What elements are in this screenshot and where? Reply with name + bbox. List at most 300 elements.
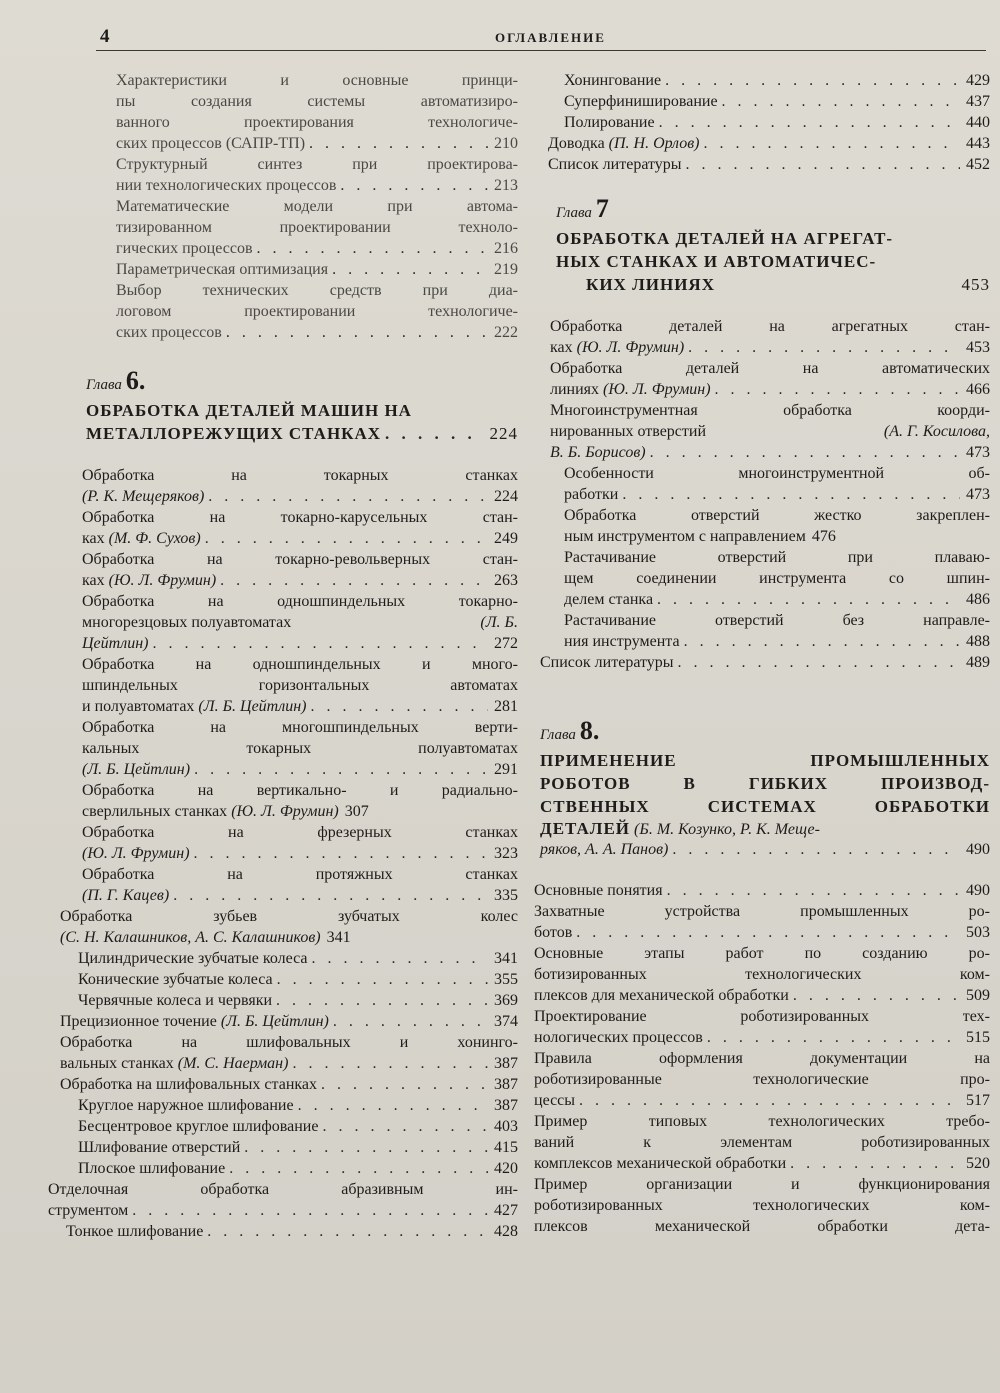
toc-line: [116, 322, 518, 343]
toc-text: (Ю. Л. Фрумин): [82, 845, 190, 862]
toc-text: кальных токарных полуавтоматах: [82, 740, 518, 757]
dot-leader: [653, 589, 960, 610]
toc-subentry: [564, 547, 990, 610]
chapter-label: Глава: [540, 727, 576, 743]
running-title: ОГЛАВЛЕНИЕ: [495, 30, 606, 45]
toc-text: Плоское шлифование: [78, 1160, 226, 1177]
toc-line: [534, 985, 990, 1006]
toc-line: [534, 880, 990, 901]
toc-text: (Ю. Л. Фрумин): [603, 381, 711, 398]
dot-leader: [572, 922, 960, 943]
toc-text: цессы: [534, 1092, 576, 1109]
page-ref: 437: [966, 93, 990, 110]
toc-text: (Л. Б. Цейтлин): [82, 761, 191, 778]
dot-leader: [700, 133, 961, 154]
page-ref: 403: [494, 1118, 518, 1135]
toc-text: щем соединении инструмента со шпин-: [564, 570, 990, 587]
toc-line: [116, 175, 518, 196]
toc-line: [48, 1200, 518, 1221]
toc-line: [548, 154, 990, 175]
toc-line: [116, 280, 518, 301]
page-ref: 213: [494, 177, 518, 194]
toc-right-column: [534, 70, 990, 1237]
toc-text: Обработка на токарных станках: [82, 467, 518, 484]
toc-line: [86, 422, 518, 445]
toc-entry: [82, 507, 518, 549]
toc-text: ках: [82, 530, 105, 547]
toc-line: [556, 273, 990, 296]
toc-line: [534, 1069, 990, 1090]
toc-text: Структурный синтез при проектирова-: [116, 156, 518, 173]
toc-entry: [534, 1111, 990, 1174]
toc-line: [82, 717, 518, 738]
toc-entry: [60, 906, 518, 948]
toc-line: [540, 818, 990, 839]
toc-line: [82, 570, 518, 591]
toc-line: [116, 154, 518, 175]
toc-subentry: [564, 505, 990, 547]
page-ref: 341: [326, 929, 351, 946]
toc-line: [78, 1158, 518, 1179]
dot-leader: [273, 969, 488, 990]
toc-text: Обработка на токарно-револьверных стан-: [82, 551, 518, 568]
fine-grinding-entry: [48, 1221, 518, 1242]
toc-text: ния инструмента: [564, 633, 680, 650]
toc-entry: [82, 864, 518, 906]
toc-text: работки: [564, 486, 619, 503]
chapter6-heading: [48, 366, 518, 445]
page-ref: 387: [494, 1076, 518, 1093]
dot-leader: [128, 1200, 488, 1221]
chapter7-lit: [534, 652, 990, 673]
toc-entry: [48, 1179, 518, 1221]
toc-text: Обработка на протяжных станках: [82, 866, 518, 883]
dot-leader: [674, 652, 960, 673]
toc-line: [60, 1032, 518, 1053]
toc-line: [60, 1011, 518, 1032]
dot-leader: [618, 484, 960, 505]
page-ref: 515: [966, 1029, 990, 1046]
page-ref: 387: [494, 1097, 518, 1114]
dot-leader: [682, 154, 960, 175]
toc-entry: [534, 880, 990, 901]
page-ref: 428: [494, 1223, 518, 1240]
dot-leader: [317, 1074, 488, 1095]
toc-text: (Л. Б. Цейтлин): [198, 698, 307, 715]
dot-leader: [655, 112, 960, 133]
page-ref: 272: [494, 635, 518, 652]
toc-line: [82, 843, 518, 864]
dot-leader: [381, 422, 483, 445]
toc-line: [540, 795, 990, 818]
page-ref: 281: [494, 698, 518, 715]
chapter-label: Глава: [86, 377, 122, 393]
toc-line: [564, 70, 990, 91]
toc-line: [78, 1137, 518, 1158]
toc-text: (М. Ф. Сухов): [108, 530, 201, 547]
toc-text: и полуавтоматах: [82, 698, 195, 715]
toc-line: [116, 133, 518, 154]
toc-text: ботов: [534, 924, 573, 941]
chapter6-entries: [48, 465, 518, 906]
toc-text: ботизированных технологических ком-: [534, 966, 990, 983]
toc-line: [534, 1153, 990, 1174]
toc-entry: [82, 822, 518, 864]
dot-leader: [789, 985, 960, 1006]
toc-line: [116, 217, 518, 238]
page-ref: 341: [494, 950, 518, 967]
toc-line: [82, 528, 518, 549]
toc-text: сверлильных станках: [82, 803, 228, 820]
toc-line: [534, 1195, 990, 1216]
toc-text: ным инструментом с направлением: [564, 528, 806, 545]
toc-text: ваний к элементам роботизированных: [534, 1134, 990, 1151]
toc-line: [540, 652, 990, 673]
page-ref: 488: [966, 633, 990, 650]
dot-leader: [288, 1053, 488, 1074]
toc-text: В. Б. Борисов): [550, 444, 646, 461]
page-ref: 222: [494, 324, 518, 341]
toc-text: многорезцовых полуавтоматах: [82, 614, 292, 631]
page-ref: 387: [494, 1055, 518, 1072]
chapter-number: 7: [595, 194, 609, 223]
chapter6-tail-subs: [534, 70, 990, 133]
toc-line: [534, 964, 990, 985]
toc-text: ванного проектирования технологиче-: [116, 114, 518, 131]
page-ref: 263: [494, 572, 518, 589]
toc-entry: [82, 717, 518, 780]
page-ref: 489: [966, 654, 990, 671]
toc-entry: [116, 259, 518, 280]
toc-text: (Ю. Л. Фрумин): [231, 803, 339, 820]
toc-line: [564, 526, 990, 547]
dot-leader: [336, 175, 488, 196]
toc-line: [60, 927, 518, 948]
toc-text: роботизированные технологические про-: [534, 1071, 990, 1088]
toc-text: нологических процессов: [534, 1029, 703, 1046]
toc-text: ских процессов: [116, 324, 222, 341]
toc-line: [534, 922, 990, 943]
page-ref: 466: [966, 381, 990, 398]
toc-line: [534, 1174, 990, 1195]
toc-line: [82, 864, 518, 885]
toc-line: [82, 801, 518, 822]
toc-text: Обработка на одношпиндельных токарно-: [82, 593, 518, 610]
toc-text: ДЕТАЛЕЙ: [540, 819, 631, 838]
toc-line: [534, 1027, 990, 1048]
page-ref: 216: [494, 240, 518, 257]
dot-leader: [718, 91, 960, 112]
dot-leader: [308, 948, 488, 969]
toc-text: Основные этапы работ по созданию ро-: [534, 945, 990, 962]
toc-text: (А. Г. Косилова,: [883, 423, 990, 440]
toc-text: Захватные устройства промышленных ро-: [534, 903, 990, 920]
dot-leader: [225, 1158, 488, 1179]
gear-subentries: [60, 948, 518, 1011]
toc-text: струментом: [48, 1202, 129, 1219]
toc-line: [60, 906, 518, 927]
page-ref: 490: [966, 841, 990, 858]
chapter-title: ОБРАБОТКА ДЕТАЛЕЙ НА АГРЕГАТ-: [556, 229, 894, 248]
toc-text: Обработка на одношпиндельных и много-: [82, 656, 518, 673]
toc-text: (Ю. Л. Фрумин): [108, 572, 217, 589]
page-ref: 453: [966, 339, 990, 356]
toc-line: [78, 1095, 518, 1116]
toc-line: [564, 484, 990, 505]
page-ref: 503: [966, 924, 990, 941]
toc-text: РОБОТОВ В ГИБКИХ ПРОИЗВОД-: [540, 774, 990, 793]
page-ref: 249: [494, 530, 518, 547]
toc-line: [82, 780, 518, 801]
chapter-number: 8.: [579, 716, 600, 745]
toc-text: Конические зубчатые колеса: [78, 971, 273, 988]
toc-text: (М. С. Наерман): [177, 1055, 289, 1072]
toc-entry: [550, 316, 990, 358]
toc-entry: [60, 1011, 518, 1032]
toc-text: Цейтлин): [82, 635, 149, 652]
page-ref: 210: [494, 135, 518, 152]
toc-line: [82, 822, 518, 843]
page-ref: 355: [494, 971, 518, 988]
toc-text: КИХ ЛИНИЯХ: [586, 275, 715, 294]
toc-text: Отделочная обработка абразивным ин-: [48, 1181, 518, 1198]
toc-text: Обработка отверстий жестко закреплен-: [564, 507, 990, 524]
toc-text: шпиндельных горизонтальных автоматах: [82, 677, 518, 694]
toc-entry: [116, 196, 518, 259]
dot-leader: [680, 631, 960, 652]
toc-line: [564, 463, 990, 484]
toc-text: плексов для механической обработки: [534, 987, 789, 1004]
toc-line: [82, 507, 518, 528]
dot-leader: [240, 1137, 488, 1158]
toc-text: Математические модели при автома-: [116, 198, 518, 215]
toc-text: Обработка деталей на автоматических: [550, 360, 990, 377]
chapter8-entries: [534, 880, 990, 1237]
chapter-number: 6.: [125, 366, 146, 395]
toc-entry: [534, 901, 990, 943]
chapter5-tail: [48, 70, 518, 343]
chapter6-tail: [534, 133, 990, 175]
toc-entry: [82, 465, 518, 507]
toc-line: [550, 316, 990, 337]
toc-entry: [82, 780, 518, 822]
toc-line: [82, 465, 518, 486]
toc-line: [82, 654, 518, 675]
toc-line: [116, 91, 518, 112]
toc-text: Круглое наружное шлифование: [78, 1097, 294, 1114]
toc-line: [534, 1216, 990, 1237]
toc-text: Хонингование: [564, 72, 662, 89]
toc-text: (П. Г. Кацев): [82, 887, 170, 904]
toc-text: Параметрическая оптимизация: [116, 261, 329, 278]
toc-entry: [534, 1174, 990, 1237]
toc-line: [564, 547, 990, 568]
toc-text: Основные понятия: [534, 882, 663, 899]
toc-text: СТВЕННЫХ СИСТЕМАХ ОБРАБОТКИ: [540, 797, 990, 816]
dot-leader: [684, 337, 960, 358]
toc-subentry: [564, 463, 990, 505]
toc-text: Обработка на многошпиндельных верти-: [82, 719, 518, 736]
toc-text: Шлифование отверстий: [78, 1139, 241, 1156]
toc-line: [564, 568, 990, 589]
toc-text: (Л. Б.: [480, 614, 518, 631]
toc-text: НЫХ СТАНКАХ И АВТОМАТИЧЕС-: [556, 252, 877, 271]
toc-line: [564, 112, 990, 133]
toc-text: Суперфиниширование: [564, 93, 718, 110]
dot-leader: [306, 696, 488, 717]
page-ref: 476: [811, 528, 836, 545]
toc-text: (Р. К. Мещеряков): [82, 488, 205, 505]
dot-leader: [201, 528, 488, 549]
dot-leader: [711, 379, 960, 400]
toc-text: плексов механической обработки дета-: [534, 1218, 990, 1235]
page-header: [100, 26, 980, 50]
toc-line: [550, 442, 990, 463]
toc-text: Обработка на шлифовальных и хонинго-: [60, 1034, 518, 1051]
toc-text: (П. Н. Орлов): [608, 135, 700, 152]
page-ref: 323: [494, 845, 518, 862]
page-ref: 453: [961, 275, 990, 294]
chapter6-entries-lower: [48, 906, 518, 1179]
toc-line: [82, 675, 518, 696]
page-number: 4: [100, 26, 110, 47]
page-ref: 291: [494, 761, 518, 778]
toc-entry: [550, 400, 990, 463]
dot-leader: [703, 1027, 960, 1048]
page-ref: 473: [966, 486, 990, 503]
page-ref: 224: [494, 488, 518, 505]
page-ref: 415: [494, 1139, 518, 1156]
page-ref: 440: [966, 114, 990, 131]
toc-line: [78, 969, 518, 990]
toc-text: логовом проектировании технологиче-: [116, 303, 518, 320]
toc-line: [540, 749, 990, 772]
toc-line: [548, 133, 990, 154]
chapter7-entries: [534, 316, 990, 463]
chapter7-subentries: [534, 463, 990, 652]
toc-subentry: [564, 610, 990, 652]
toc-entry: [60, 1074, 518, 1095]
toc-line: [564, 505, 990, 526]
toc-text: Выбор технических средств при диа-: [116, 282, 518, 299]
page-ref: 486: [966, 591, 990, 608]
toc-line: [550, 337, 990, 358]
toc-text: Тонкое шлифование: [66, 1223, 204, 1240]
toc-line: [116, 70, 518, 91]
page-ref: 374: [494, 1013, 518, 1030]
toc-text: ских процессов (САПР-ТП): [116, 135, 306, 152]
toc-line: [564, 91, 990, 112]
toc-text: Червячные колеса и червяки: [78, 992, 273, 1009]
dot-leader: [575, 1090, 960, 1111]
toc-text: тизированном проектировании техноло-: [116, 219, 518, 236]
toc-text: делем станка: [564, 591, 654, 608]
toc-text: ряков, А. А. Панов): [540, 841, 669, 858]
chapter-label: Глава: [556, 205, 592, 221]
toc-text: Список литературы: [540, 654, 674, 671]
toc-text: комплексов механической обработки: [534, 1155, 787, 1172]
toc-text: Особенности многоинструментной об-: [564, 465, 990, 482]
page-ref: 443: [966, 135, 990, 152]
toc-line: [82, 486, 518, 507]
toc-line: [534, 1090, 990, 1111]
toc-line: [534, 1048, 990, 1069]
toc-line: [550, 400, 990, 421]
dot-leader: [305, 133, 488, 154]
toc-line: [534, 1006, 990, 1027]
toc-line: [534, 1111, 990, 1132]
page-ref: 509: [966, 987, 990, 1004]
dot-leader: [661, 70, 960, 91]
toc-line: [534, 901, 990, 922]
toc-text: Обработка на токарно-карусельных стан-: [82, 509, 518, 526]
toc-text: Список литературы: [548, 156, 682, 173]
toc-left-column: [48, 70, 518, 1242]
page-ref: 490: [966, 882, 990, 899]
page-ref: 520: [966, 1155, 990, 1172]
toc-line: [534, 1132, 990, 1153]
page-ref: 427: [494, 1202, 518, 1219]
toc-text: пы создания системы автоматизиро-: [116, 93, 518, 110]
toc-line: [60, 1074, 518, 1095]
toc-entry: [116, 154, 518, 196]
toc-text: Проектирование роботизированных тех-: [534, 1008, 990, 1025]
toc-text: Обработка деталей на агрегатных стан-: [550, 318, 990, 335]
toc-text: вальных станках: [60, 1055, 174, 1072]
page-ref: 307: [344, 803, 369, 820]
dot-leader: [148, 633, 488, 654]
toc-line: [82, 759, 518, 780]
toc-line: [82, 612, 518, 633]
toc-text: Обработка зубьев зубчатых колес: [60, 908, 518, 925]
toc-line: [82, 549, 518, 570]
toc-entry: [550, 358, 990, 400]
toc-entry: [534, 1006, 990, 1048]
toc-line: [82, 696, 518, 717]
toc-line: [116, 238, 518, 259]
toc-line: [116, 196, 518, 217]
chapter-title: ОБРАБОТКА ДЕТАЛЕЙ МАШИН НА: [86, 401, 412, 420]
page-ref: 473: [966, 444, 990, 461]
toc-line: [48, 1179, 518, 1200]
toc-line: [550, 379, 990, 400]
chapter8-heading: [534, 716, 990, 860]
page-ref: 369: [494, 992, 518, 1009]
toc-line: [534, 943, 990, 964]
toc-line: [116, 259, 518, 280]
toc-text: нированных отверстий: [550, 423, 707, 440]
toc-text: ках: [82, 572, 105, 589]
toc-entry: [82, 654, 518, 717]
toc-text: гических процессов: [116, 240, 253, 257]
toc-text: Бесцентровое круглое шлифование: [78, 1118, 319, 1135]
toc-text: (Ю. Л. Фрумин): [576, 339, 685, 356]
toc-line: [60, 1053, 518, 1074]
toc-line: [82, 591, 518, 612]
toc-line: [540, 772, 990, 795]
page-ref: 420: [494, 1160, 518, 1177]
page-ref: 452: [966, 156, 990, 173]
dot-leader: [328, 259, 488, 280]
toc-text: Обработка на шлифовальных станках: [60, 1076, 318, 1093]
dot-leader: [663, 880, 960, 901]
toc-line: [82, 633, 518, 654]
page-ref: 335: [494, 887, 518, 904]
toc-text: нии технологических процессов: [116, 177, 337, 194]
dot-leader: [646, 442, 960, 463]
dot-leader: [329, 1011, 488, 1032]
toc-text: (Б. М. Козунко, Р. К. Меще-: [634, 821, 820, 838]
